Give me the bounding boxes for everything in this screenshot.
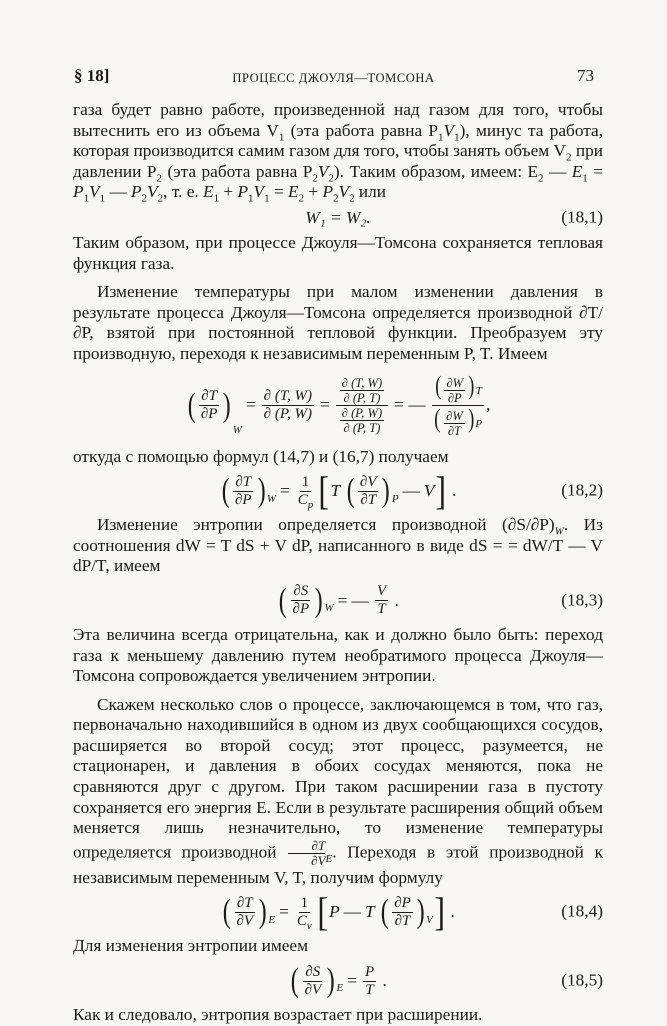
paragraph-1: газа будет равно работе, произведенной над газом для того, чтобы вытеснить его из объема $V_1$ (эта работа равна $P_1V_1$), минус та работа, которая производится самим газом для того, чтобы занять объем $V_2$ при давлении $P_2$ (эта работа равна $P_2V_2$). Таким образом, имеем: $E_2$ — $E_1 = P_1V_1$ — $P_2V_2$, т. е. $E_1 + P_1V_1 = E_2 + P_2V_2$ или <box>73 100 603 205</box>
paragraph-3: Изменение температуры при малом изменении давления в результате процесса Джоуля—Томсона определяется производной ∂T/∂P, взятой при постоянной тепловой функции. Преобразуем эту производную, переходя к независимым переменным P, T. Имеем <box>73 282 603 363</box>
page-number: 73 <box>577 66 594 85</box>
paragraph-2: Таким образом, при процессе Джоуля—Томсона сохраняется тепловая функция газа. <box>73 232 603 273</box>
paragraph-6: Эта величина всегда отрицательна, как и должно было быть: переход газа к меньшему давлению путем необратимого процесса Джоуля—Томсона сопровождается увеличением энтропии. <box>73 624 603 686</box>
equation-number: (18,4) <box>561 902 603 922</box>
paragraph-7: Скажем несколько слов о процессе, заключающемся в том, что газ, первоначально находившийся в одном из двух сообщающихся сосудов, расширяется во второй сосуд; этот процесс, разумеется, не стационарен, и давления в обоих сосудах меняются, пока не сравняются друг с другом. При таком расширении газа в пустоту сохраняется его энергия E. Если в результате расширения общий объем меняется лишь незначительно, то изменение температуры определяется производной $\frac{\partial T}{\partial V}$ $_E$. Переходя в этой производной к независимым переменным V, T, получим формулу <box>73 694 603 887</box>
paragraph-9: Как и следовало, энтропия возрастает при расширении. <box>73 1005 483 1025</box>
paragraph-8: Для изменения энтропии имеем <box>73 936 309 956</box>
equation-18-5: ( $\frac{\partial S}{\partial V}$ ) E = $\frac{P}{T}$ . (18,5) <box>290 962 603 1000</box>
section-number: § 18] <box>74 66 110 85</box>
equation-18-1: W₁ = W₂. (18,1) <box>305 207 603 227</box>
equation-number: (18,2) <box>561 480 603 500</box>
equation-18-3: ( $\frac{\partial S}{\partial P}$ ) W = — $\frac{V}{T}$ . (18,3) <box>278 581 603 619</box>
text-body <box>73 100 603 1026</box>
equation-derivative-transform: ( $\frac{\partial T}{\partial P}$ ) W = $\frac{\partial (T, W)}{\partial (P, W)}$ = $\frac{\frac{\partial (T, W)}{\partial (P, T)}}{\frac{\partial (P, W)}{\partial (P, T)}}$ = — ( $\frac{\partial W}{\partial P}$ )T ( $\frac{\partial W}{\partial T}$ )P , <box>187 370 491 439</box>
equation-number: (18,3) <box>561 590 603 610</box>
paragraph-4: откуда с помощью формул (14,7) и (16,7) получаем <box>73 446 449 466</box>
equation-18-2: ( $\frac{\partial T}{\partial P}$ ) W = $\frac{1}{C_p}$ [ T ( $\frac{\partial V}{\partial T}$ ) P — V ] . (18,2) <box>221 468 603 514</box>
equation-number: (18,5) <box>561 970 603 990</box>
equation-number: (18,1) <box>561 207 603 227</box>
equation-18-4: ( $\frac{\partial T}{\partial V}$ ) E = $\frac{1}{C_v}$ [ P — T ( $\frac{\partial P}{\partial T}$ ) V ] . (18,4) <box>222 889 603 935</box>
paragraph-5: Изменение энтропии определяется производной $(\partial S/\partial P)_W$. Из соотношения dW = T dS + V dP, написанного в виде dS = = dW/T — V dP/T, имеем <box>73 515 603 576</box>
running-title: ПРОЦЕСС ДЖОУЛЯ—ТОМСОНА <box>232 71 435 85</box>
